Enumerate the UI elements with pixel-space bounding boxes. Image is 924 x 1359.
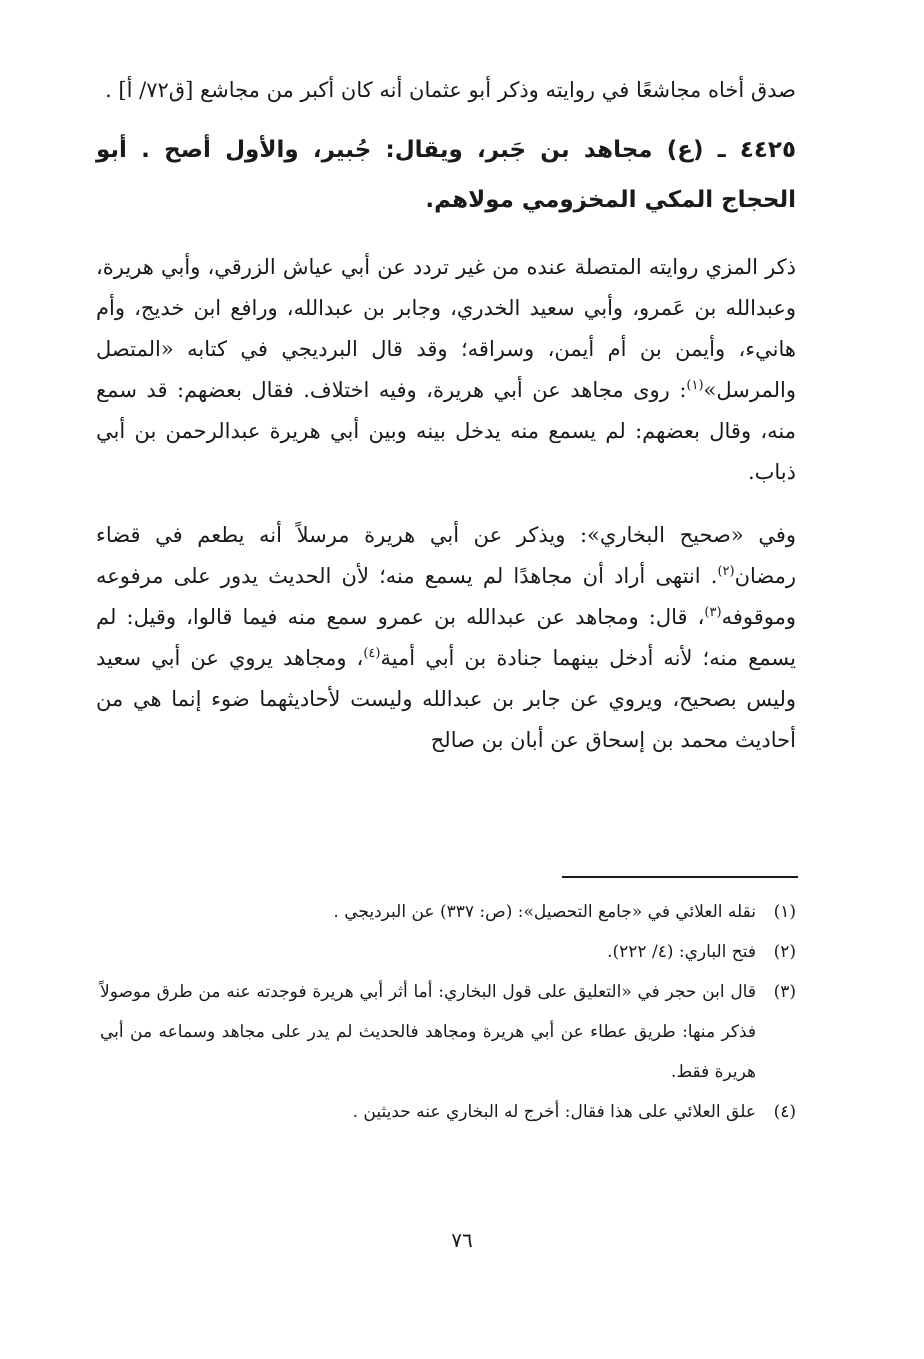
footnotes <box>100 892 796 1132</box>
footnote-text: فتح الباري: (٤/ ٢٢٢). <box>607 942 756 962</box>
footnote-ref-1[interactable]: (١) <box>686 378 704 393</box>
footnote-number: (٤) <box>773 1102 796 1122</box>
footnote-ref-3[interactable]: (٣) <box>704 605 722 620</box>
footnote-text: قال ابن حجر في «التعليق على قول البخاري: أما أثر أبي هريرة فوجدته عنه من طرق موصولاً فذكر منها: طريق عطاء عن أبي هريرة ومجاهد فالحديث لم يدر على مجاهد وسماعه من أبي هريرة فقط. <box>100 982 756 1082</box>
footnote-separator <box>562 876 798 878</box>
footnote-number: (١) <box>773 902 796 922</box>
footnote-2 <box>100 932 796 972</box>
paragraph-bukhari <box>96 515 796 761</box>
footnote-1 <box>100 892 796 932</box>
paragraph-bukhari-text-c: ، قال: ومجاهد عن عبدالله بن عمرو سمع منه فيما قالوا، وقيل: لم يسمع منه؛ لأنه أدخل بينهما جنادة بن أبي أمية <box>96 605 796 670</box>
paragraph-bukhari-text-d: ، ومجاهد يروي عن أبي سعيد وليس بصحيح، ويروي عن جابر بن عبدالله وليست لأحاديثهما ضوء إنما هي من أحاديث محمد بن إسحاق عن أبان بن صالح <box>96 646 796 752</box>
paragraph-narrators-text-b: : روى مجاهد عن أبي هريرة، وفيه اختلاف. فقال بعضهم: قد سمع منه، وقال بعضهم: لم يسمع منه يدخل بينه وبين أبي هريرة عبدالرحمن بن أبي ذباب. <box>96 378 796 484</box>
page-number: ٧٦ <box>451 1228 473 1252</box>
main-text <box>96 70 796 761</box>
footnote-ref-2[interactable]: (٢) <box>717 564 735 579</box>
paragraph-bukhari-text-b: . انتهى أراد أن مجاهدًا لم يسمع منه؛ لأن الحديث يدور على مرفوعه وموقوفه <box>96 564 796 629</box>
paragraph-continuation <box>96 70 796 111</box>
paragraph-bukhari-text-a: وفي «صحيح البخاري»: ويذكر عن أبي هريرة مرسلاً أنه يطعم في قضاء رمضان <box>96 523 796 588</box>
paragraph-narrators-text-a: ذكر المزي روايته المتصلة عنده من غير تردد عن أبي عياش الزرقي، وأبي هريرة، وعبدالله بن عَمرو، وأبي سعيد الخدري، وجابر بن عبدالله، ورافع ابن خديج، وأم هانيء، وأيمن بن أم أيمن، وسراقه؛ وقد قال البرديجي في كتابه «المتصل والمرسل» <box>96 255 796 402</box>
entry-heading: ٤٤٢٥ ـ (ع) مجاهد بن جَبر، ويقال: جُبير، والأول أصح . أبو الحجاج المكي المخزومي مولاهم. <box>96 137 796 213</box>
footnote-text: نقله العلائي في «جامع التحصيل»: (ص: ٣٣٧) عن البرديجي . <box>333 902 756 922</box>
footnote-ref-4[interactable]: (٤) <box>363 646 381 661</box>
paragraph-continuation-text: صدق أخاه مجاشعًا في روايته وذكر أبو عثمان أنه كان أكبر من مجاشع [ق٧٢/ أ] . <box>105 78 796 102</box>
footnote-text: علق العلائي على هذا فقال: أخرج له البخاري عنه حديثين . <box>352 1102 756 1122</box>
paragraph-narrators <box>96 247 796 493</box>
footnote-3 <box>100 972 796 1092</box>
footnote-4 <box>100 1092 796 1132</box>
footnote-number: (٢) <box>773 942 796 962</box>
footnote-number: (٣) <box>773 982 796 1002</box>
